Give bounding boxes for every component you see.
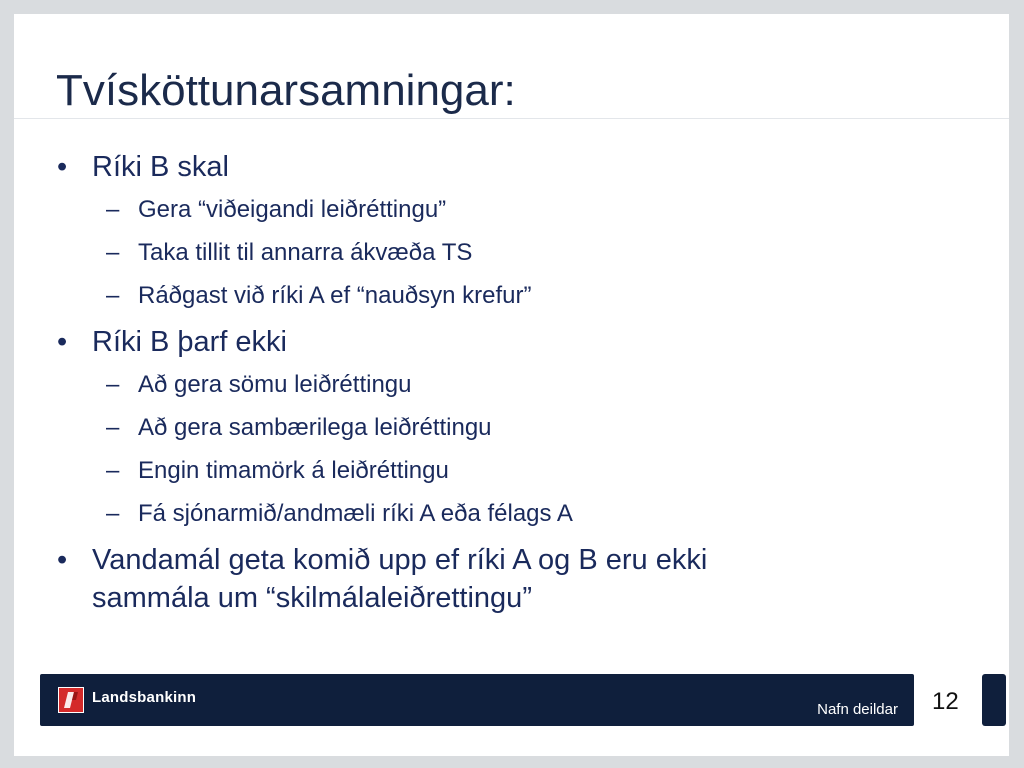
bullet-item	[54, 148, 954, 186]
dash-icon: –	[106, 414, 120, 441]
sub-bullet-item	[54, 498, 954, 530]
sub-bullet-text: Ráðgast við ríki A ef “nauðsyn krefur”	[138, 282, 532, 309]
slide-title: Tvísköttunarsamningar:	[56, 66, 516, 115]
bullet-text-line-1: Vandamál geta komið upp ef ríki A og B eru ekki	[92, 544, 708, 576]
sub-bullet-text: Að gera sömu leiðréttingu	[138, 371, 412, 398]
landsbankinn-logo-icon	[58, 687, 84, 713]
sub-bullet-text: Að gera sambærilega leiðréttingu	[138, 414, 492, 441]
footer-bar	[40, 674, 914, 726]
side-tab	[982, 674, 1006, 726]
bullet-text: Ríki B skal	[92, 151, 229, 183]
sub-bullet-item	[54, 237, 954, 269]
sub-bullet-text: Gera “viðeigandi leiðréttingu”	[138, 196, 447, 223]
dash-icon: –	[106, 239, 120, 266]
title-divider	[14, 118, 1009, 119]
sub-bullet-item	[54, 369, 954, 401]
sub-bullet-item	[54, 194, 954, 226]
bullet-text-line-2: sammála um “skilmálaleiðrettingu”	[92, 582, 532, 614]
sub-bullet-text: Fá sjónarmið/andmæli ríki A eða félags A	[138, 500, 573, 527]
bullet-item	[54, 323, 954, 361]
dash-icon: –	[106, 457, 120, 484]
dash-icon: –	[106, 196, 120, 223]
bullet-icon: •	[57, 326, 68, 358]
department-name: Nafn deildar	[817, 701, 898, 718]
slide	[14, 14, 1009, 756]
sub-bullet-text: Taka tillit til annarra ákvæða TS	[138, 239, 473, 266]
bullet-item	[54, 541, 954, 617]
bullet-icon: •	[57, 544, 68, 576]
bullet-icon: •	[57, 151, 68, 183]
dash-icon: –	[106, 371, 120, 398]
sub-bullet-item	[54, 412, 954, 444]
slide-body	[54, 148, 954, 625]
page-number: 12	[932, 688, 959, 715]
sub-bullet-item	[54, 280, 954, 312]
dash-icon: –	[106, 282, 120, 309]
bullet-text: Ríki B þarf ekki	[92, 326, 287, 358]
dash-icon: –	[106, 500, 120, 527]
sub-bullet-text: Engin timamörk á leiðréttingu	[138, 457, 449, 484]
logo-text: Landsbankinn	[92, 689, 197, 706]
sub-bullet-item	[54, 455, 954, 487]
